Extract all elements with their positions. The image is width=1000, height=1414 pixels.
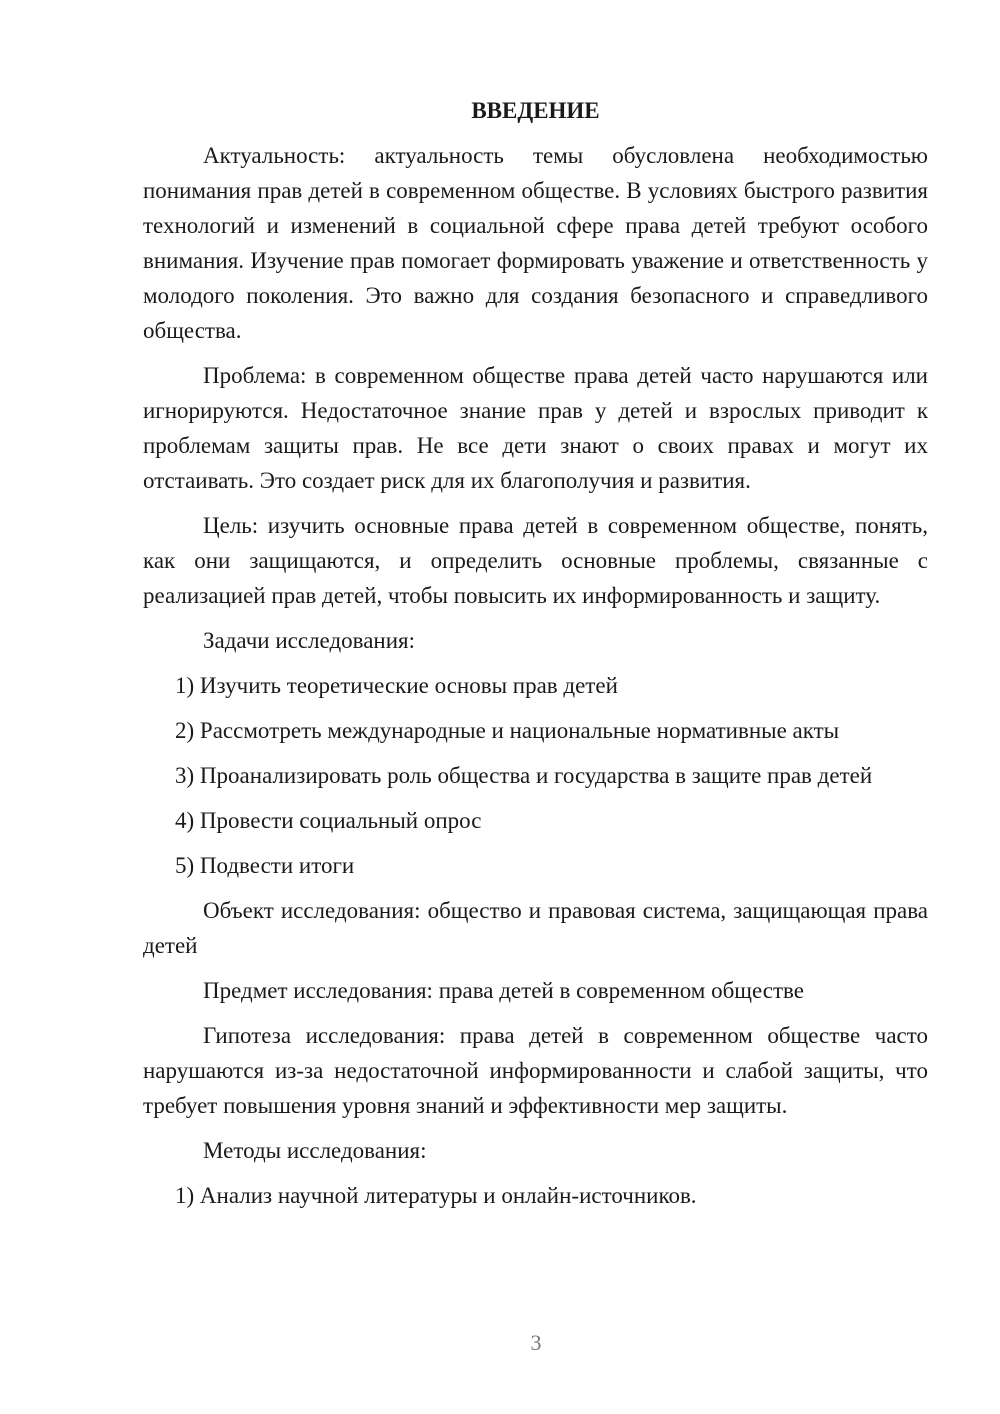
goal-paragraph: Цель: изучить основные права детей в современном обществе, понять, как они защищаются, и определить основные проблемы, связанные с реализацией прав детей, чтобы повысить их информированность и защиту. (143, 513, 928, 608)
object-paragraph: Объект исследования: общество и правовая система, защищающая права детей (143, 898, 928, 958)
relevance-paragraph: Актуальность: актуальность темы обусловлена необходимостью понимания прав детей в современном обществе. В условиях быстрого развития технологий и изменений в социальной сфере права детей требуют особого внимания. Изучение прав помогает формировать уважение и ответственность у молодого поколения. Это важно для создания безопасного и справедливого общества. (143, 143, 928, 343)
subject-paragraph: Предмет исследования: права детей в современном обществе (203, 978, 804, 1003)
task-item: 1) Изучить теоретические основы прав детей (175, 673, 618, 698)
section-title: ВВЕДЕНИЕ (471, 98, 600, 123)
tasks-heading: Задачи исследования: (203, 628, 416, 653)
method-item: 1) Анализ научной литературы и онлайн-источников. (175, 1183, 697, 1208)
methods-heading: Методы исследования: (203, 1138, 427, 1163)
task-item: 5) Подвести итоги (175, 853, 355, 878)
page-number: 3 (530, 1330, 542, 1355)
task-item: 2) Рассмотреть международные и национальные нормативные акты (175, 718, 840, 743)
task-item: 3) Проанализировать роль общества и государства в защите прав детей (175, 763, 873, 788)
task-item: 4) Провести социальный опрос (175, 808, 482, 833)
problem-paragraph: Проблема: в современном обществе права детей часто нарушаются или игнорируются. Недостаточное знание прав у детей и взрослых приводит к проблемам защиты прав. Не все дети знают о своих правах и могут их отстаивать. Это создает риск для их благополучия и развития. (143, 363, 928, 493)
hypothesis-paragraph: Гипотеза исследования: права детей в современном обществе часто нарушаются из-за недостаточной информированности и слабой защиты, что требует повышения уровня знаний и эффективности мер защиты. (143, 1023, 928, 1118)
document-page (143, 95, 928, 1223)
